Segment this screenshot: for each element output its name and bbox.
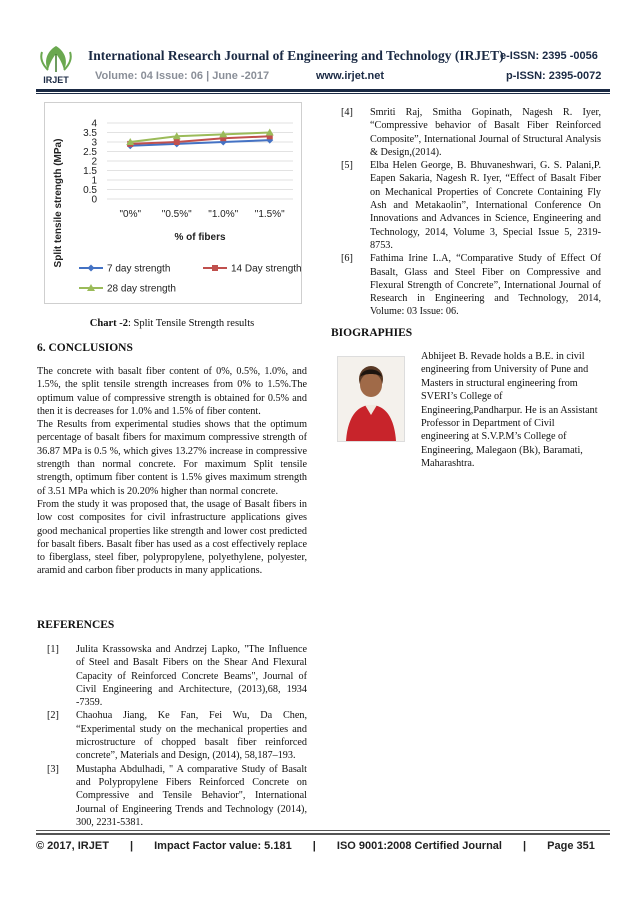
chart-y-tick-label: 1.5: [83, 166, 97, 177]
conclusions-paragraph-3: From the study it was proposed that, the usage of Basalt fibers in low cost composites for civil infrastructure applications gives good mechanical properties like strength and lower cost predicted for basalt fibers. Basalt fiber has used as a cost effectively replace to fiberglass, steel fiber, polypropylene, polyethylene, polyester, aramid and carbon fiber products in many applications.: [37, 498, 307, 577]
conclusions-heading: 6. CONCLUSIONS: [37, 342, 133, 354]
footer-separator: |: [312, 840, 316, 852]
pissn: p-ISSN: 2395-0072: [506, 70, 602, 82]
chart-caption-label: Chart -2: [89, 318, 128, 329]
references-list-left: [37, 643, 307, 829]
author-photo: [337, 356, 405, 442]
footer-separator: |: [523, 840, 527, 852]
chart-x-tick-label: "0%": [119, 209, 142, 220]
author-biography: Abhijeet B. Revade holds a B.E. in civil engineering from University of Pune and Masters in structural engineering from SVERI’s College of Engineering,Pandharpur. He is an Assistant Professor in Department of Civil engineering at S.V.P.M’s College of Engineering, Malegaon (Bk), Baramati, Maharashtra.: [421, 351, 598, 470]
chart-y-tick-label: 1: [91, 175, 97, 187]
chart-y-tick-label: 3.5: [83, 128, 97, 139]
chart-y-tick-label: 0.5: [83, 185, 97, 196]
journal-website-link[interactable]: www.irjet.net: [316, 70, 385, 82]
chart-canvas: [45, 103, 301, 303]
chart-legend-label: 28 day strength: [107, 283, 176, 295]
chart-caption: [37, 318, 307, 329]
footer-divider-thick: [36, 833, 610, 835]
conclusions-paragraph-1: The concrete with basalt fiber content of 0%, 0.5%, 1.0%, and 1.5%, the split tensile strength increases from 0% to 1.5%.The optimum value of compressive strength is obtained for 0.5% and then it is decreases for 1.0% and 1.5% of fiber content.: [37, 366, 307, 417]
footer-divider: [36, 830, 610, 831]
chart-y-axis-label: Split tensile strength (MPa): [53, 138, 64, 268]
page-footer: [36, 840, 595, 852]
chart-x-tick-label: "1.5%": [254, 209, 285, 220]
chart-x-axis-label: % of fibers: [174, 232, 226, 243]
chart-x-tick-label: "1.0%": [208, 209, 239, 220]
chart-y-tick-label: 3: [91, 137, 97, 149]
reference-item: [4] Smriti Raj, Smitha Gopinath, Nagesh R. Iyer, “Compressive behavior of Basalt Fiber Reinforced Composite”, International Journal of Structural Analysis & Design,(2014).: [341, 107, 601, 158]
reference-item: [6] Fathima Irine I..A, “Comparative Study of Effect Of Basalt, Glass and Steel Fiber on Compressive and Flexural Strength of Concrete”, International Journal of Research in Engineering and Technology, 2014, Volume: 03 Issue: 06.: [341, 253, 601, 318]
references-section-right: [331, 106, 601, 319]
chart-y-tick-label: 0: [91, 194, 97, 206]
reference-item: [2] Chaohua Jiang, Ke Fan, Fei Wu, Da Chen, “Experimental study on the mechanical properties and microstructure of chopped basalt fiber reinforced concrete”, Materials and Design, (2014), 58,187–193.: [47, 710, 307, 762]
biographies-heading: BIOGRAPHIES: [331, 327, 413, 339]
reference-item: [1] Julita Krassowska and Andrzej Lapko, "The Influence of Steel and Basalt Fibers on the Shear And Flexural Capacity of Reinforced Concrete Beams", Journal of Civil Engineering and Architecture, (2013),68, 1934 -7359.: [47, 644, 307, 709]
references-heading: REFERENCES: [37, 619, 115, 631]
eissn: e-ISSN: 2395 -0056: [500, 50, 598, 62]
footer-separator: |: [129, 840, 134, 852]
chart-data-point: [212, 265, 218, 271]
chart-data-point: [88, 265, 95, 272]
reference-item: [3] Mustapha Abdulhadi, " A comparative Study of Basalt and Polypropylene Fibers Reinforced Concrete on Compressive and Tensile Behavior", International Journal of Engineering Trends and Technology (2014), 300, 2231-5381.: [47, 763, 307, 828]
chart-data-point: [174, 139, 180, 145]
chart-legend-label: 7 day strength: [107, 263, 171, 275]
footer-iso: ISO 9001:2008 Certified Journal: [336, 840, 502, 852]
references-section-left: [37, 619, 307, 829]
reference-item: [5] Elba Helen George, B. Bhuvaneshwari, G. S. Palani,P. Eapen Sakaria, Nagesh R. Iyer, “Effect of Basalt Fiber on Mechanical Properties of Concrete Containing Fly Ash and Metakaolin”, International Conference On Innovations and Advances in Science, Engineering and Technology, 2014, Volume 3, Special Issue 5, 2319-8753.: [341, 160, 601, 251]
header-divider-thin: [36, 93, 610, 94]
footer-impact-factor: Impact Factor value: 5.181: [154, 840, 292, 852]
conclusions-section: [37, 342, 307, 578]
irjet-logo-text: IRJET: [43, 75, 69, 85]
references-list-right: [331, 106, 601, 319]
chart-y-tick-label: 2.5: [83, 147, 97, 158]
split-tensile-chart: [44, 102, 302, 304]
volume-info: Volume: 04 Issue: 06 | June -2017: [95, 70, 270, 82]
footer-page-number: Page 351: [547, 840, 595, 852]
footer-copyright: © 2017, IRJET: [36, 840, 109, 852]
chart-y-tick-label: 4: [91, 118, 97, 130]
chart-legend-label: 14 Day strength: [231, 263, 301, 275]
chart-x-tick-label: "0.5%": [161, 209, 192, 220]
chart-y-tick-label: 2: [91, 156, 97, 168]
biographies-section: [331, 327, 601, 339]
chart-caption-text: : Split Tensile Strength results: [127, 318, 255, 329]
header-divider: [36, 89, 610, 92]
irjet-logo: [36, 44, 76, 86]
conclusions-paragraph-2: The Results from experimental studies shows that the optimum percentage of basalt fibers for maximum compressive strength of 36.87 MPa is 0.5 %, which gives 13.27% increase in compressive strength than normal concrete. For maximum Split tensile strength, optimum fiber content is 1.5% gives maximum strength of 3.51 MPa which is 20.20% higher than normal concrete.: [37, 419, 307, 497]
journal-title: International Research Journal of Engineering and Technology (IRJET): [88, 48, 504, 63]
